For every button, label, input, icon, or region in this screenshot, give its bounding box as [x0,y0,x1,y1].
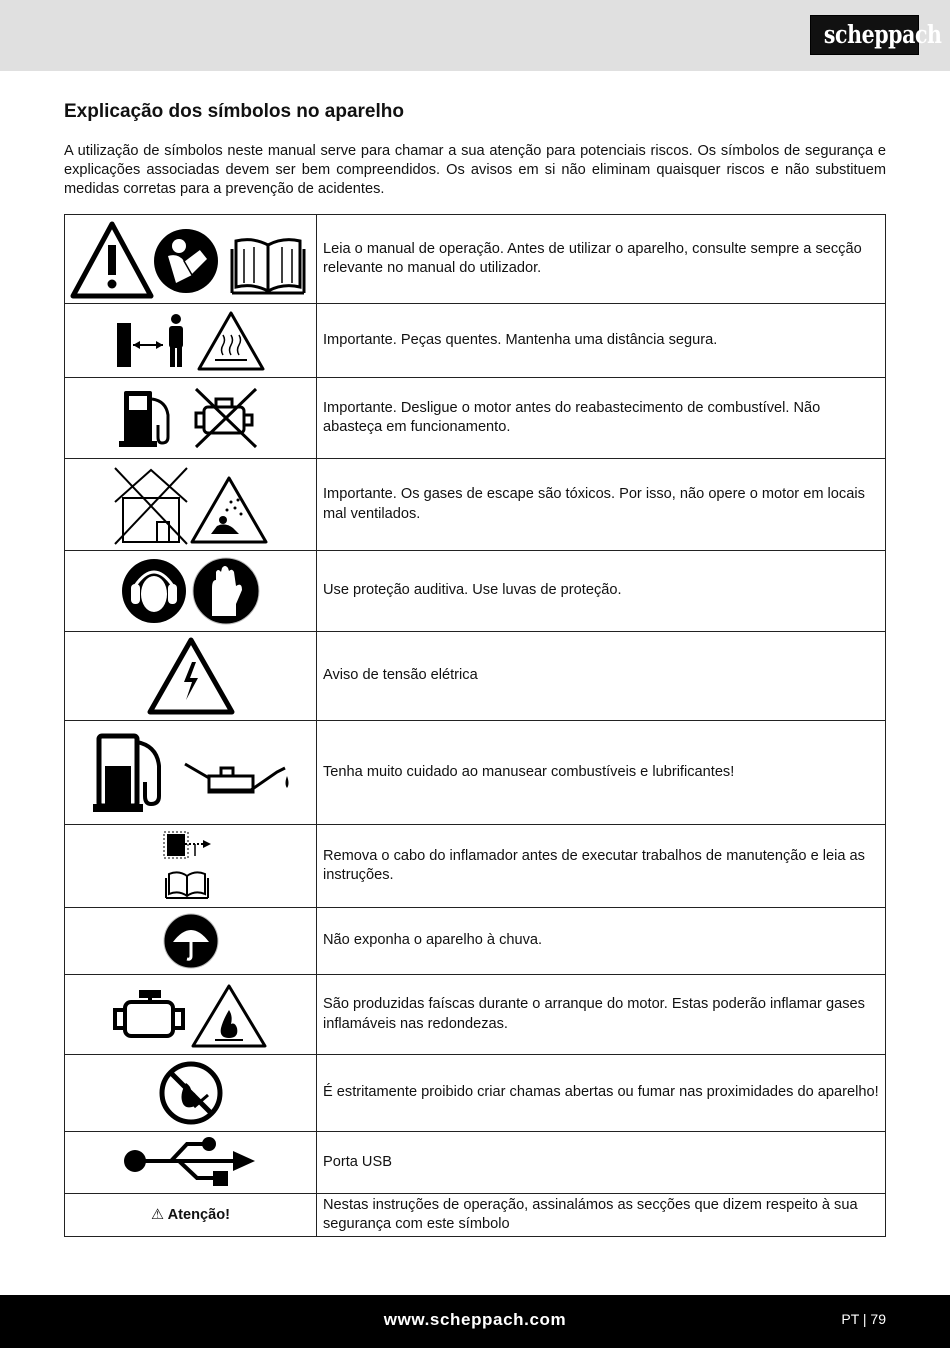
description-cell: Porta USB [317,1132,886,1194]
spark-plug-cable-icon [164,832,211,858]
electric-voltage-warning-icon [150,640,232,712]
icon-cell [65,1194,317,1237]
usb-icon [124,1137,255,1186]
warning-triangle-exclamation-icon [73,224,151,296]
umbrella-icon [164,914,218,968]
footer-bar [0,1295,950,1348]
table-row [65,1132,886,1194]
table-row [65,975,886,1055]
description-cell: Leia o manual de operação. Antes de utilizar o aparelho, consulte sempre a secção relevante no manual do utilizador. [317,215,886,304]
table-row [65,721,886,825]
symbols-table [64,214,886,1237]
read-manual-icon [154,229,218,293]
table-row [65,825,886,908]
description-cell: São produzidas faíscas durante o arranque do motor. Estas poderão inflamar gases inflamáveis nas redondezas. [317,975,886,1055]
toxic-fumes-warning-icon [192,478,266,542]
page-title: Explicação dos símbolos no aparelho [64,101,404,122]
safety-distance-icon [117,314,183,367]
table-row [65,908,886,975]
description-cell: Importante. Peças quentes. Mantenha uma distância segura. [317,304,886,378]
icon-cell [65,459,317,551]
icon-cell [65,378,317,459]
description-cell: Não exponha o aparelho à chuva. [317,908,886,975]
engine-crossed-icon [196,389,256,447]
protective-gloves-icon [193,558,259,624]
description-cell: Importante. Desligue o motor antes do reabastecimento de combustível. Não abasteça em funcionamento. [317,378,886,459]
website-url: www.scheppach.com [383,1310,567,1329]
hearing-protection-icon [122,559,186,623]
table-row [65,304,886,378]
fuel-pump-icon [119,391,168,447]
description-cell: Tenha muito cuidado ao manusear combustíveis e lubrificantes! [317,721,886,825]
description-cell: É estritamente proibido criar chamas abertas ou fumar nas proximidades do aparelho! [317,1055,886,1132]
description-cell: Importante. Os gases de escape são tóxicos. Por isso, não opere o motor em locais mal ventilados. [317,459,886,551]
attention-row [65,1194,886,1237]
engine-icon [115,990,183,1036]
open-book-icon [232,240,304,293]
hot-surface-warning-icon [199,313,263,369]
attention-label: ⚠ Atenção! [150,1207,231,1223]
icon-cell [65,975,317,1055]
house-crossed-icon [115,468,187,544]
icon-cell [65,215,317,304]
intro-paragraph: A utilização de símbolos neste manual serve para chamar a sua atenção para potenciais riscos. Os símbolos de segurança e explicações associadas devem ser bem compreendidos. Os avisos em si não eliminam quaisquer riscos e não substituem medidas corretas para a prevenção de acidentes. [64,143,886,197]
icon-cell [65,1055,317,1132]
instruction-book-icon [166,872,208,898]
table-row [65,632,886,721]
flammable-warning-icon [193,986,265,1046]
header-bar [0,0,950,71]
icon-cell [65,1132,317,1194]
icon-cell [65,304,317,378]
icon-cell [65,551,317,632]
icon-cell [65,825,317,908]
table-row [65,1055,886,1132]
no-open-flame-icon [162,1064,220,1122]
page-number: PT | 79 [841,1311,886,1327]
description-cell: Nestas instruções de operação, assinalámos as secções que dizem respeito à sua segurança com este símbolo [317,1194,886,1237]
table-row [65,378,886,459]
fuel-pump-icon [93,736,159,812]
description-cell: Aviso de tensão elétrica [317,632,886,721]
icon-cell [65,908,317,975]
table-row [65,551,886,632]
table-row [65,459,886,551]
scheppach-logo: scheppach [810,15,919,55]
icon-cell [65,721,317,825]
description-cell: Use proteção auditiva. Use luvas de proteção. [317,551,886,632]
table-row [65,215,886,304]
oil-can-icon [185,764,289,792]
description-cell: Remova o cabo do inflamador antes de executar trabalhos de manutenção e leia as instruções. [317,825,886,908]
icon-cell [65,632,317,721]
